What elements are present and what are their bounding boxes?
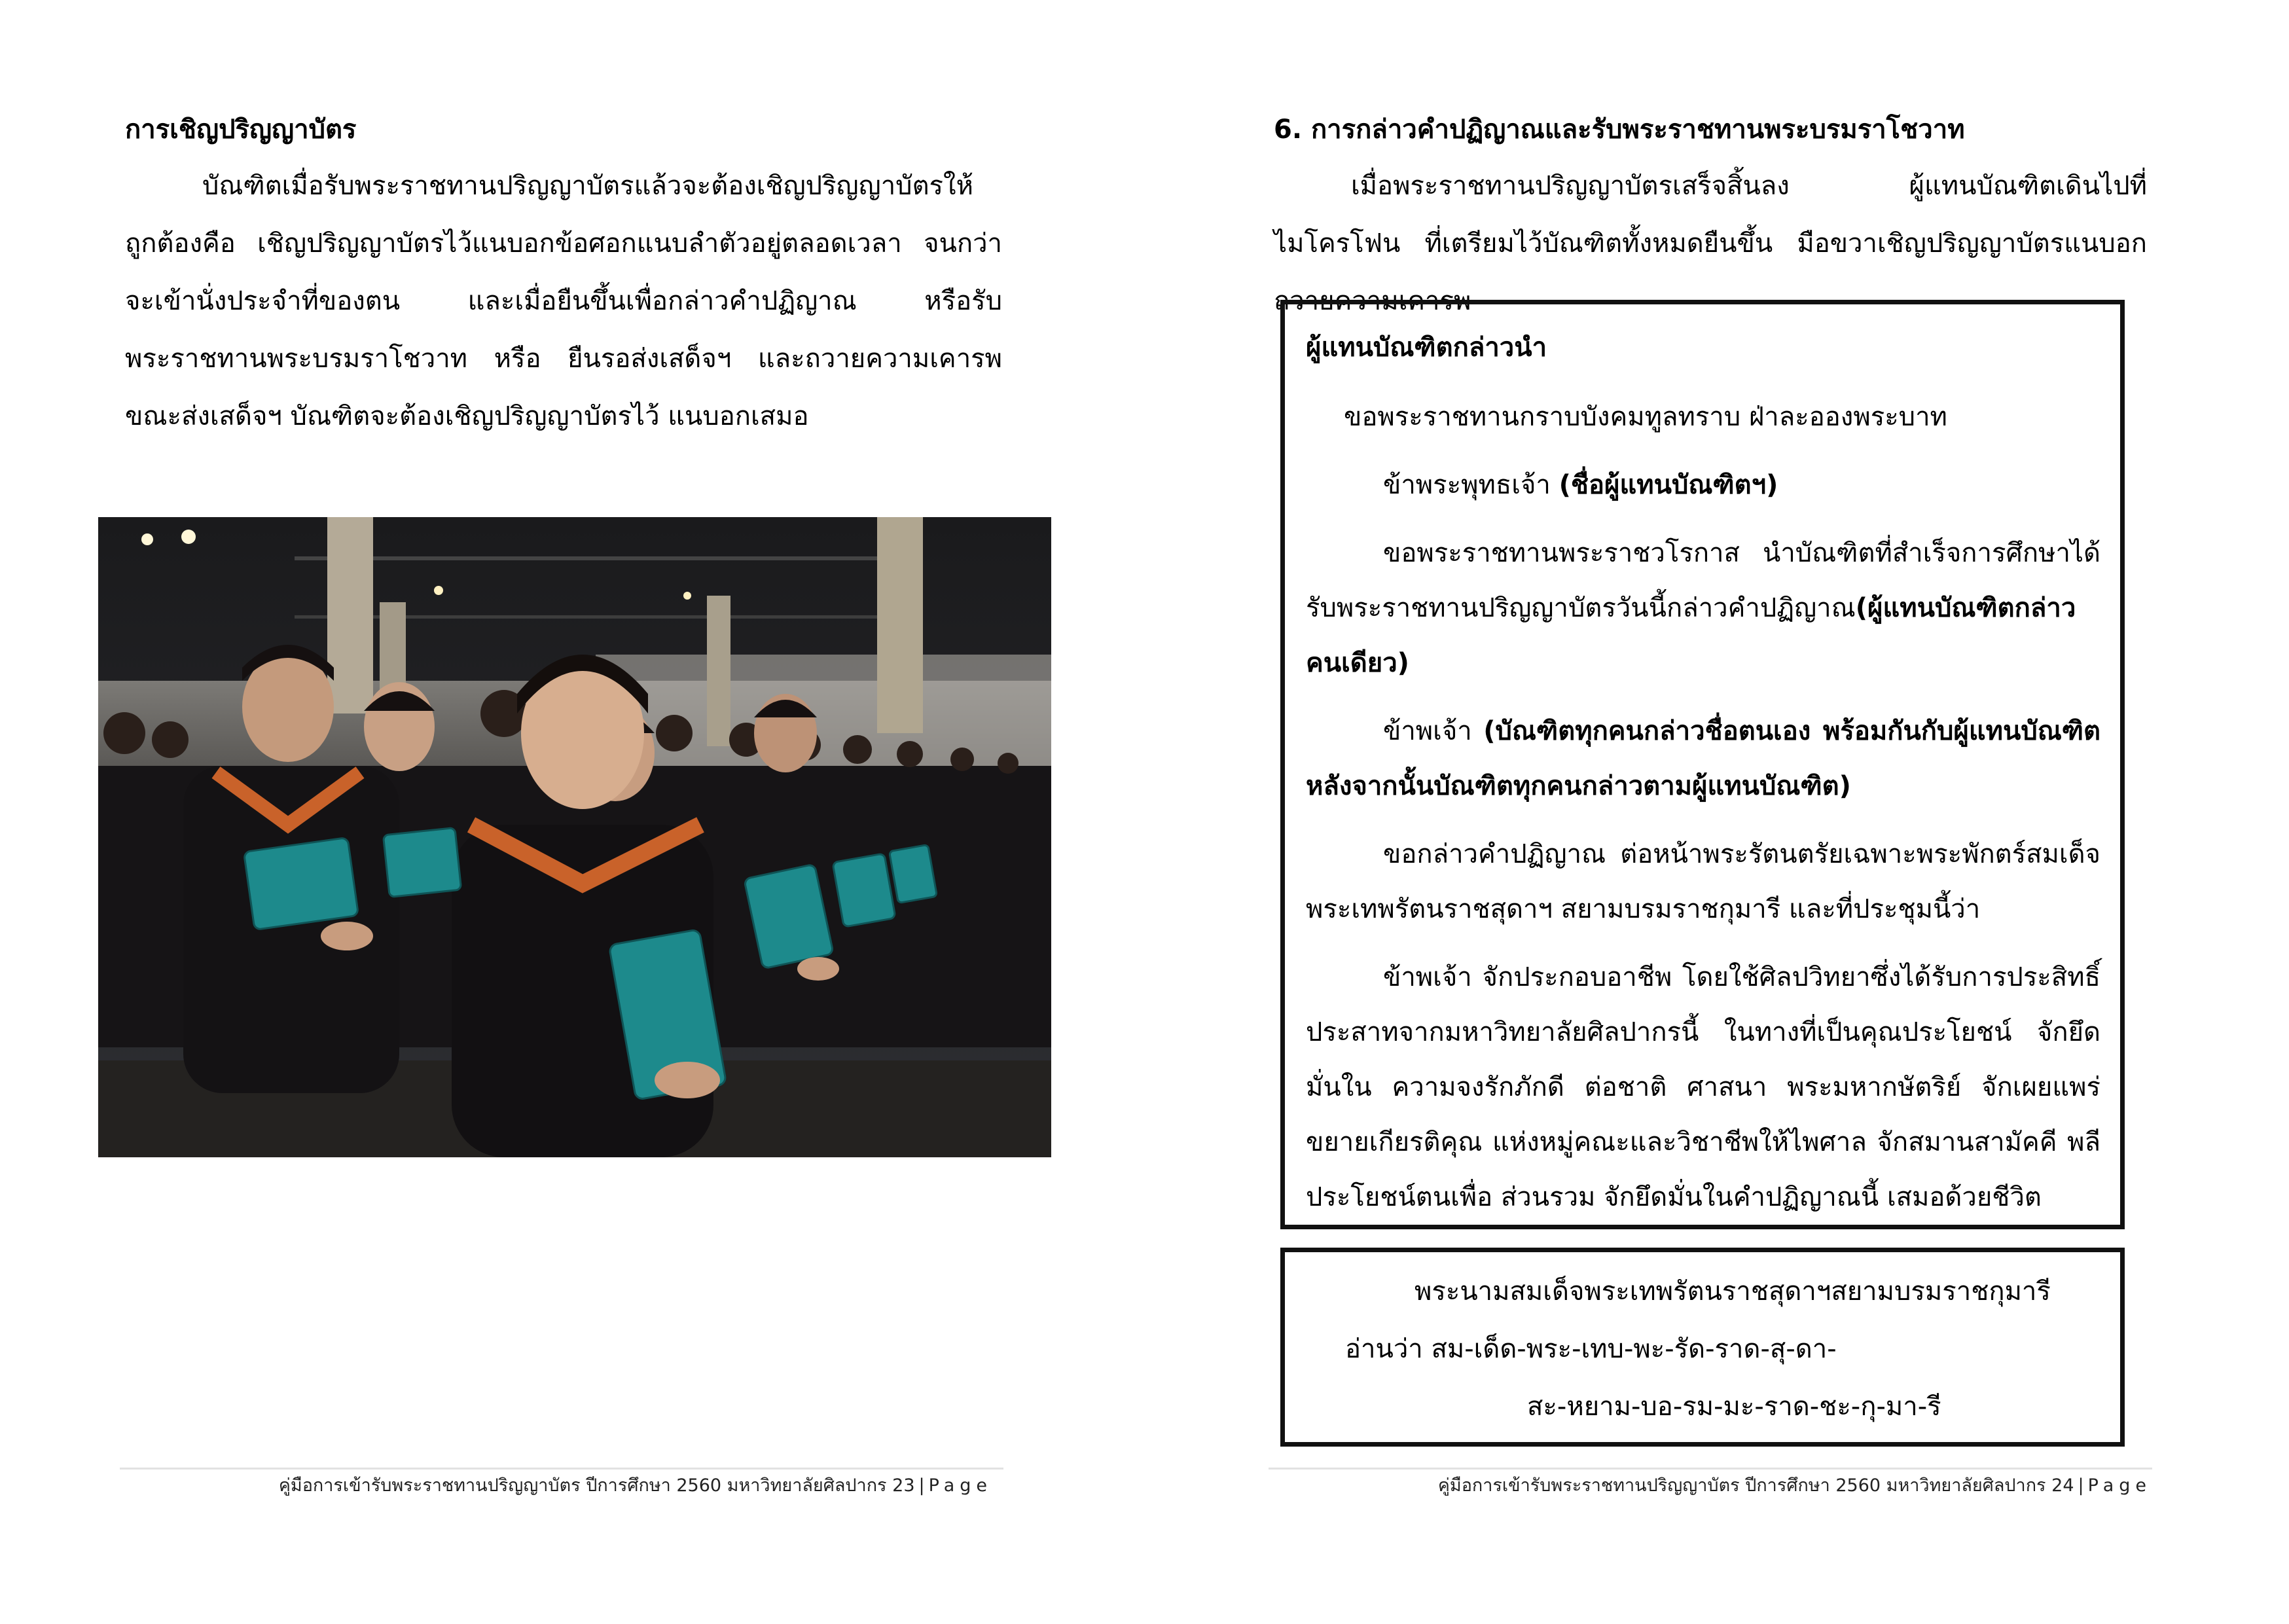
oath-paragraph-4: ข้าพเจ้า (บัณฑิตทุกคนกล่าวชื่อตนเอง พร้อมกันกับผู้แทนบัณฑิต หลังจากนั้นบัณฑิตทุกคนกล่าวตามผู้แทนบัณฑิต) bbox=[1306, 716, 2100, 801]
oath-paragraph-5: ขอกล่าวคำปฏิญาณ ต่อหน้าพระรัตนตรัยเฉพาะพระพักตร์สมเด็จ พระเทพรัตนราชสุดาฯ สยามบรมราชกุมารี และที่ประชุมนี้ว่า bbox=[1306, 839, 2100, 924]
intro-paragraph: เมื่อพระราชทานปริญญาบัตรเสร็จสิ้นลง ผู้แทนบัณฑิตเดินไปที่ไมโครโฟน ที่เตรียมไว้บัณฑิตทั้งหมดยืนขึ้น มือขวาเชิญปริญญาบัตรแนบอกถวายความเคารพ bbox=[1274, 171, 2147, 316]
footer-separator: | bbox=[2078, 1475, 2084, 1496]
footer-rule bbox=[120, 1468, 1003, 1470]
footer-separator: | bbox=[918, 1475, 925, 1496]
page-word: Page bbox=[928, 1475, 992, 1496]
oath-line-2: ข้าพระพุทธเจ้า (ชื่อผู้แทนบัณฑิตฯ) bbox=[1383, 470, 1778, 500]
oath-box bbox=[1280, 300, 2125, 1229]
pronunciation-line-continued: สะ-หยาม-บอ-รม-มะ-ราด-ชะ-กุ-มา-รี bbox=[1527, 1392, 1941, 1422]
page-24 bbox=[1144, 0, 2289, 1624]
footer-rule bbox=[1269, 1468, 2152, 1470]
name-line: พระนามสมเด็จพระเทพรัตนราชสุดาฯสยามบรมราชกุมารี bbox=[1415, 1276, 2051, 1307]
footer-text: คู่มือการเข้ารับพระราชทานปริญญาบัตร ปีการศึกษา 2560 มหาวิทยาลัยศิลปากร bbox=[1437, 1475, 2046, 1496]
body-paragraph: บัณฑิตเมื่อรับพระราชทานปริญญาบัตรแล้วจะต้องเชิญปริญญาบัตรให้ถูกต้องคือ เชิญปริญญาบัตรไว้แนบอกข้อศอกแนบลำตัวอยู่ตลอดเวลา จนกว่าจะเข้านั่งประจำที่ของตน และเมื่อยืนขึ้นเพื่อกล่าวคำปฏิญาณ หรือรับพระราชทานพระบรมราโชวาท หรือ ยืนรอส่งเสด็จฯ และถวายความเคารพขณะส่งเสด็จฯ บัณฑิตจะต้องเชิญปริญญาบัตรไว้ แนบอกเสมอ bbox=[125, 171, 1002, 431]
oath-line-1: ขอพระราชทานกราบบังคมทูลทราบ ฝ่าละอองพระบาท bbox=[1344, 402, 1947, 432]
oath-title: ผู้แทนบัณฑิตกล่าวนำ bbox=[1306, 333, 1547, 363]
pronunciation-line: อ่านว่า สม-เด็ด-พระ-เทบ-พะ-รัด-ราด-สุ-ดา- bbox=[1345, 1334, 1837, 1364]
section-heading: การเชิญปริญญาบัตร bbox=[125, 115, 357, 145]
section-heading: 6. การกล่าวคำปฏิญาณและรับพระราชทานพระบรมราโชวาท bbox=[1274, 115, 1965, 145]
page-footer bbox=[279, 1473, 992, 1499]
page-23 bbox=[0, 0, 1144, 1624]
page-number: 23 bbox=[892, 1475, 915, 1496]
oath-paragraph-6: ข้าพเจ้า จักประกอบอาชีพ โดยใช้ศิลปวิทยาซึ่งได้รับการประสิทธิ์ ประสาทจากมหาวิทยาลัยศิลปากรนี้ ในทางที่เป็นคุณประโยชน์ จักยึดมั่นใน ความจงรักภักดี ต่อชาติ ศาสนา พระมหากษัตริย์ จักเผยแพร่ขยายเกียรติคุณ แห่งหมู่คณะและวิชาชีพให้ไพศาล จักสมานสามัคคี พลีประโยชน์ตนเพื่อ ส่วนรวม จักยึดมั่นในคำปฏิญาณนี้ เสมอด้วยชีวิต bbox=[1306, 962, 2100, 1212]
name-pronunciation-box bbox=[1280, 1248, 2125, 1447]
oath-paragraph-3: ขอพระราชทานพระราชวโรกาส นำบัณฑิตที่สำเร็จการศึกษาได้รับพระราชทานปริญญาบัตรวันนี้กล่าวคำปฏิญาณ(ผู้แทนบัณฑิตกล่าวคนเดียว) bbox=[1306, 538, 2100, 678]
footer-text: คู่มือการเข้ารับพระราชทานปริญญาบัตร ปีการศึกษา 2560 มหาวิทยาลัยศิลปากร bbox=[278, 1475, 887, 1496]
page-number: 24 bbox=[2051, 1475, 2074, 1496]
page-footer bbox=[1438, 1473, 2152, 1499]
page-word: Page bbox=[2087, 1475, 2152, 1496]
graduates-photo-illustration bbox=[98, 517, 1051, 1157]
graduates-photo bbox=[98, 517, 1051, 1157]
